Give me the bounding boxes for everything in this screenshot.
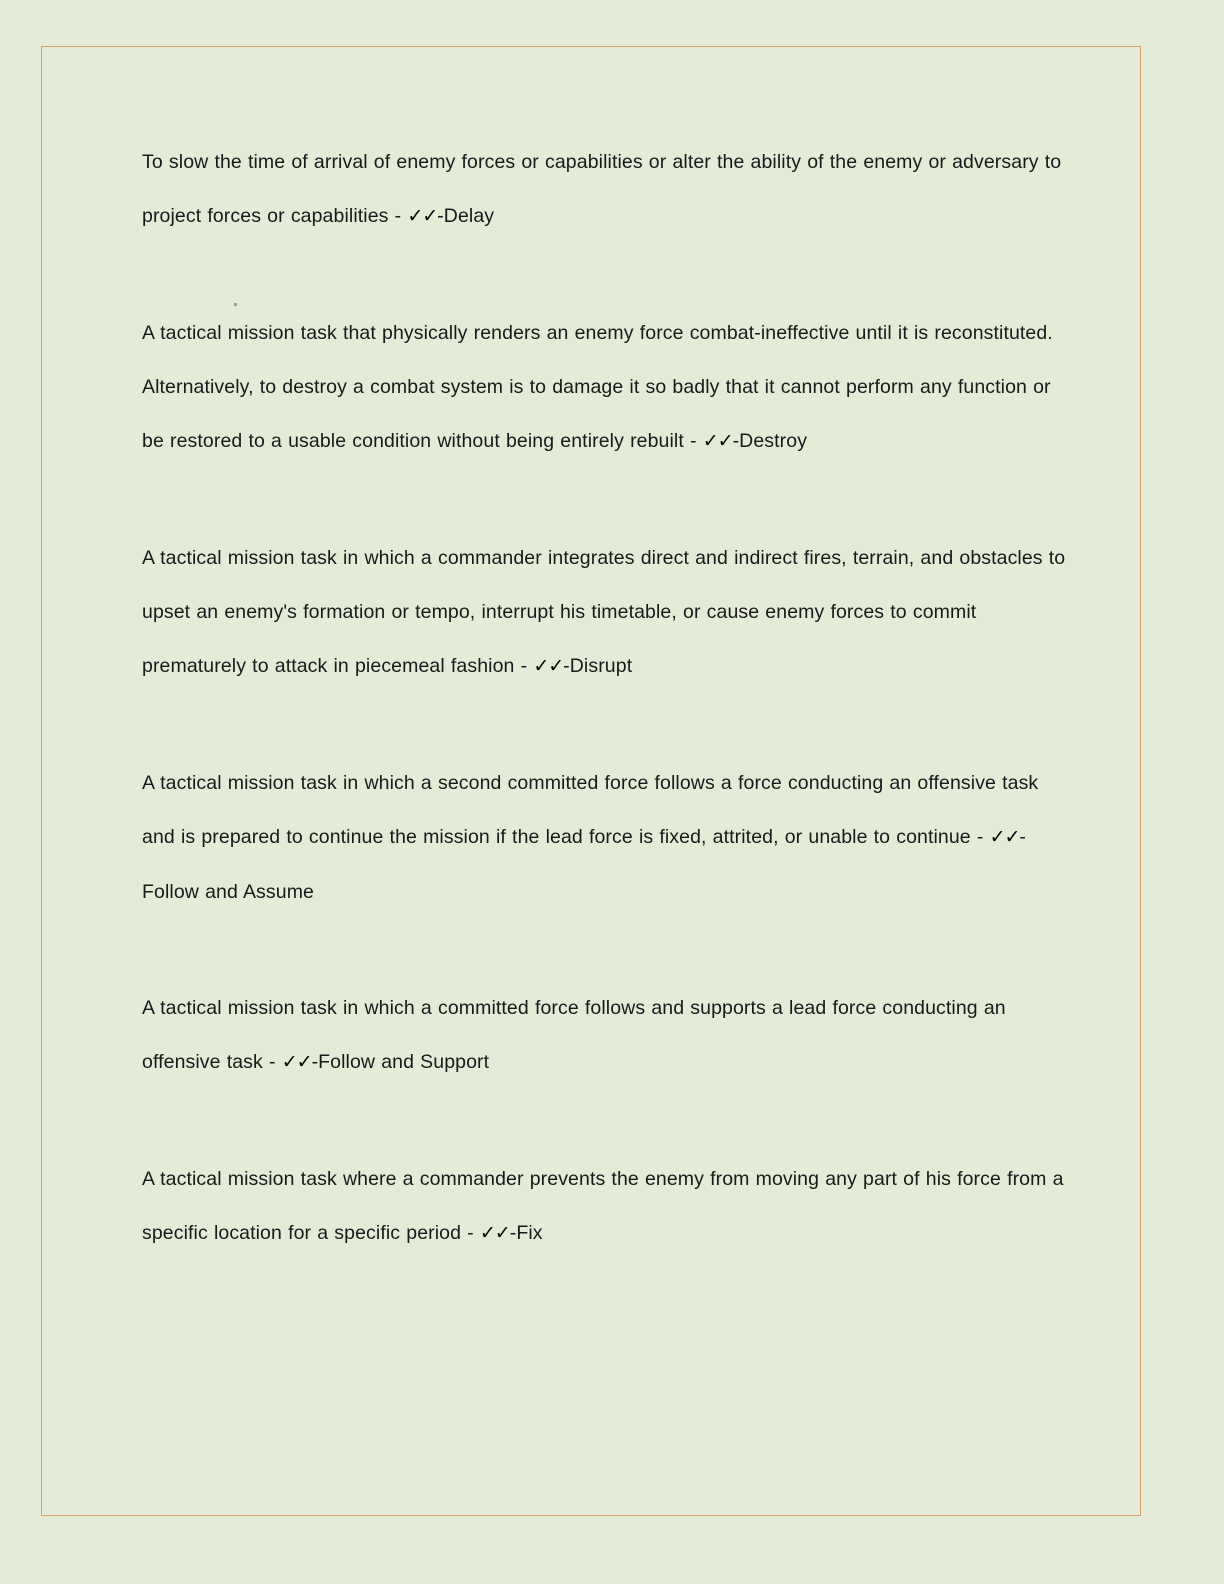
paragraph-follow-and-assume-text: A tactical mission task in which a second committed force follows a force conducting an offensive task and is prepared to continue the mission if the lead force is fixed, attrited, or unable to continue - xyxy=(142,772,1039,848)
paragraph-follow-and-support-term: -Follow and Support xyxy=(311,1051,490,1073)
paragraph-disrupt-text: A tactical mission task in which a commander integrates direct and indirect fires, terrain, and obstacles to upset an enemy's formation or tempo, interrupt his timetable, or cause enemy forces to commit prematurely to attack in piecemeal fashion - xyxy=(142,547,1066,677)
paragraph-follow-and-assume-term: -Follow and Assume xyxy=(142,826,1027,903)
checkmark-icon: ✓✓ xyxy=(281,1052,312,1073)
paragraph-destroy-term: -Destroy xyxy=(732,430,808,452)
checkmark-icon: ✓✓ xyxy=(702,431,733,452)
paragraph-follow-and-support xyxy=(142,981,1072,1090)
paragraph-destroy-text: A tactical mission task that physically renders an enemy force combat-ineffective until it is reconstituted. Alternatively, to destroy a combat system is to damage it so badly that it cannot perform any function or be restored to a usable condition without being entirely rebuilt - xyxy=(142,322,1053,452)
paragraph-destroy xyxy=(142,306,1072,469)
document-body xyxy=(142,135,1072,1261)
paragraph-disrupt xyxy=(142,531,1072,694)
paragraph-follow-and-support-text: A tactical mission task in which a committed force follows and supports a lead force conducting an offensive task - xyxy=(142,997,1006,1073)
paragraph-fix-text: A tactical mission task where a commander prevents the enemy from moving any part of his force from a specific location for a specific period - xyxy=(142,1168,1064,1244)
paragraph-fix xyxy=(142,1152,1072,1261)
document-page xyxy=(41,46,1141,1516)
checkmark-icon: ✓✓ xyxy=(533,656,564,677)
paragraph-disrupt-term: -Disrupt xyxy=(563,655,633,677)
paragraph-fix-term: -Fix xyxy=(509,1222,543,1244)
checkmark-icon: ✓✓ xyxy=(479,1223,510,1244)
paragraph-follow-and-assume xyxy=(142,756,1072,919)
paragraph-delay-term: -Delay xyxy=(437,205,495,227)
checkmark-icon: ✓✓ xyxy=(407,206,438,227)
paragraph-delay xyxy=(142,135,1072,244)
checkmark-icon: ✓✓ xyxy=(989,827,1020,848)
paragraph-delay-text: To slow the time of arrival of enemy forces or capabilities or alter the ability of the enemy or adversary to project forces or capabilities - xyxy=(142,151,1062,227)
